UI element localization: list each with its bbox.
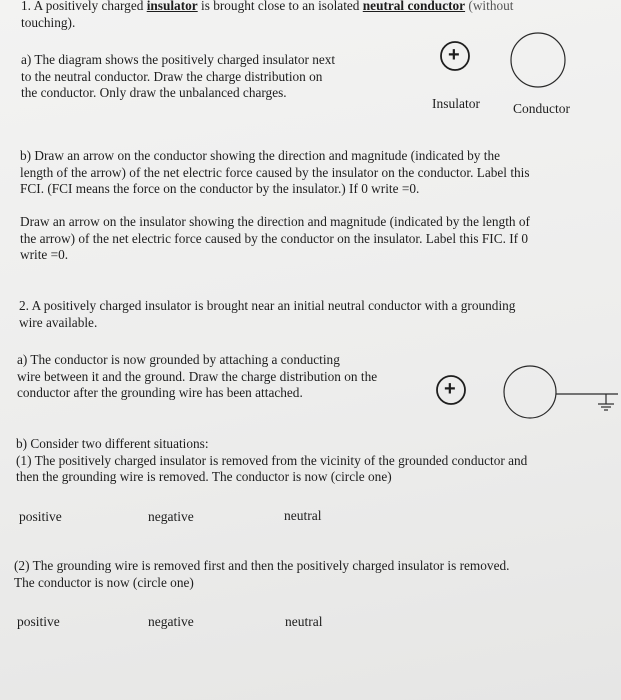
q2-situation-2 [14, 558, 509, 591]
q1-intro-mid: is brought close to an isolated [197, 0, 363, 13]
q1-a-line: to the neutral conductor. Draw the charge distribution on [21, 68, 323, 84]
q1-intro-prefix: 1. A positively charged [21, 0, 147, 13]
q1-a-line: a) The diagram shows the positively charged insulator next [21, 52, 336, 67]
option-positive-1[interactable]: positive [19, 509, 62, 524]
option-neutral-2[interactable]: neutral [285, 614, 323, 629]
q2-a-line: conductor after the grounding wire has been attached. [17, 385, 303, 400]
q1-b1-line: b) Draw an arrow on the conductor showing the direction and magnitude (indicated by the [20, 148, 501, 163]
q1-intro-insulator: insulator [146, 0, 198, 13]
q2-a-line: wire between it and the ground. Draw the charge distribution on the [17, 368, 378, 384]
q2-intro-line: 2. A positively charged insulator is brought near an initial neutral conductor with a grounding [19, 298, 516, 313]
q1-part-b-arrow-insulator [20, 214, 530, 264]
q1-b1-line: FCI. (FCI means the force on the conductor by the insulator.) If 0 write =0. [20, 181, 420, 196]
q2-part-b [16, 436, 527, 486]
q1-intro-line2: touching). [21, 14, 76, 30]
q1-part-b-arrow-conductor [20, 148, 530, 198]
q2-b-line: then the grounding wire is removed. The conductor is now (circle one) [16, 469, 392, 484]
q1-conductor-circle [511, 33, 565, 87]
q1-b2-line: write =0. [20, 247, 69, 262]
q1-diagram [0, 20, 621, 150]
q2-intro-line: wire available. [19, 314, 98, 330]
q1-b2-line: the arrow) of the net electric force caused by the conductor on the insulator. Label this FIC. If 0 [20, 230, 529, 246]
option-negative-1[interactable]: negative [148, 509, 194, 524]
q2-b-line: (1) The positively charged insulator is removed from the vicinity of the grounded conductor and [16, 452, 528, 468]
q2-b-line: b) Consider two different situations: [16, 436, 209, 451]
option-positive-2[interactable]: positive [17, 614, 60, 629]
q2-conductor-circle [504, 366, 556, 418]
q1-a-line: the conductor. Only draw the unbalanced charges. [21, 85, 287, 100]
option-neutral-1[interactable]: neutral [284, 508, 322, 523]
q1-intro-paren: (without [465, 0, 514, 13]
q2-s2-line: (2) The grounding wire is removed first and then the positively charged insulator is removed. [14, 558, 510, 573]
q1-intro-conductor: neutral conductor [362, 0, 466, 13]
q1-insulator-label: Insulator [432, 96, 480, 111]
q2-s2-line: The conductor is now (circle one) [14, 574, 194, 590]
option-negative-2[interactable]: negative [148, 614, 194, 629]
q2-intro [19, 298, 515, 331]
q1-conductor-label: Conductor [513, 101, 570, 116]
q1-b2-line: Draw an arrow on the insulator showing the direction and magnitude (indicated by the length of [20, 214, 530, 229]
q2-diagram [0, 350, 621, 430]
q1-b1-line: length of the arrow) of the net electric force caused by the insulator on the conductor. Label this [20, 164, 530, 180]
q2-a-line: a) The conductor is now grounded by attaching a conducting [17, 352, 340, 367]
q2-insulator-symbol: + [444, 378, 456, 400]
q1-insulator-symbol: + [448, 44, 460, 66]
